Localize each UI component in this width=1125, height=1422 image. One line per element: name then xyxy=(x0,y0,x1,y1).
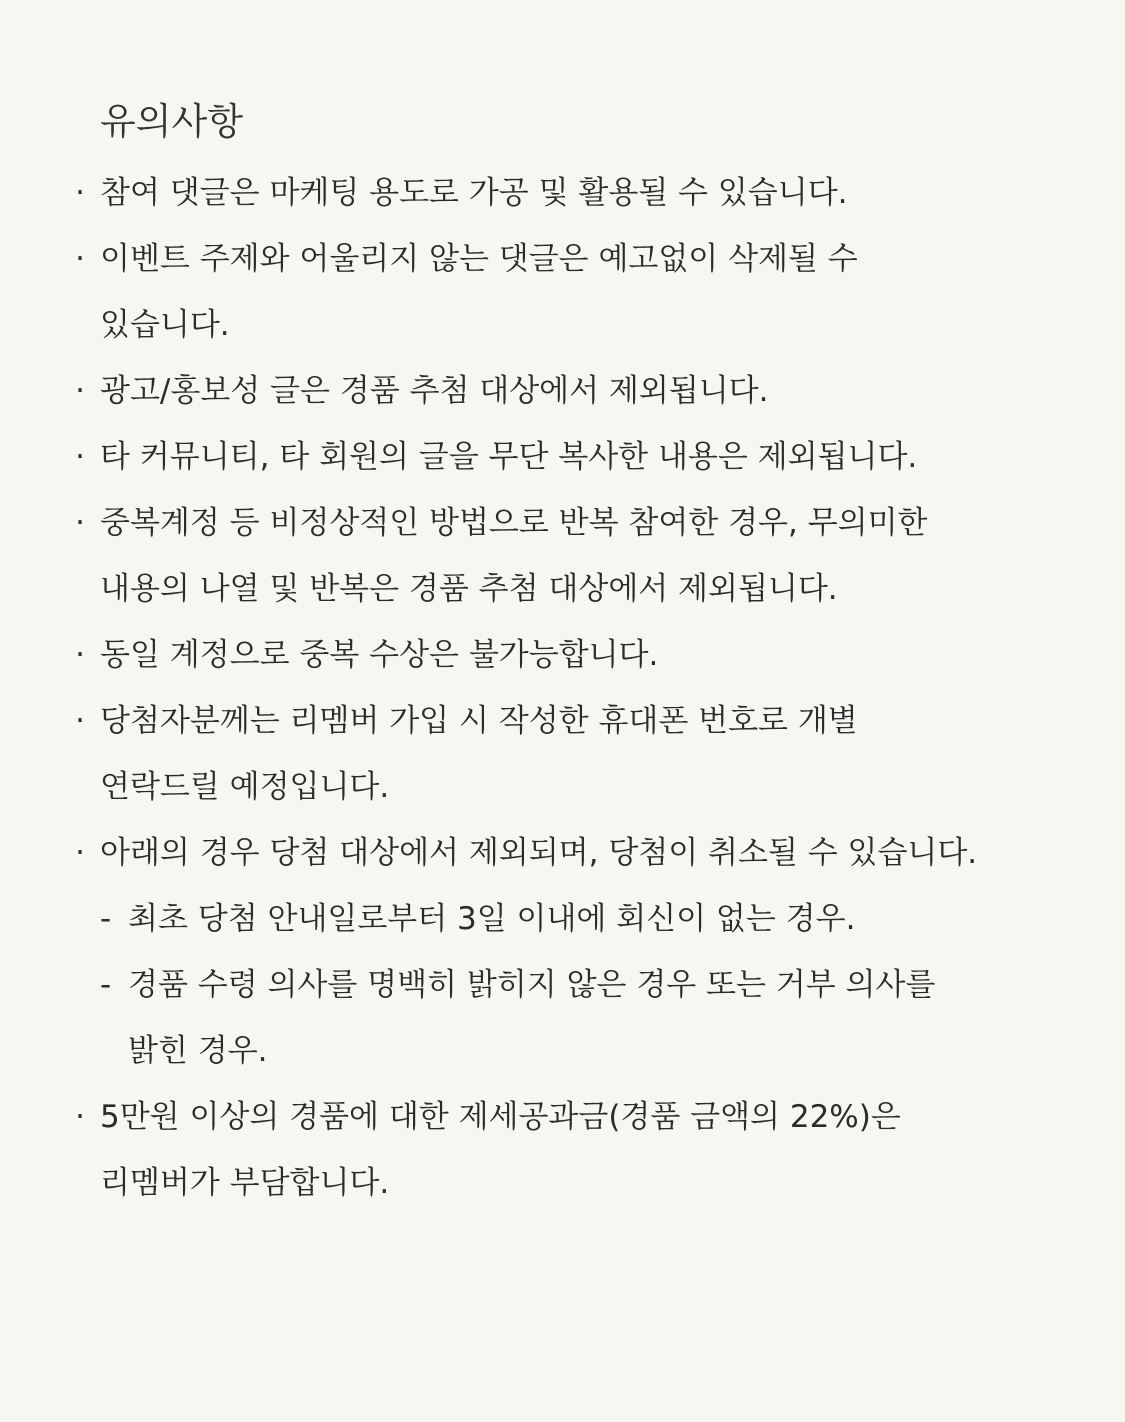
bullet-mark: · xyxy=(75,439,85,475)
notice-item xyxy=(0,622,1060,688)
notice-item xyxy=(0,1084,1060,1216)
bullet-mark: · xyxy=(75,637,85,673)
notice-item-text: 참여 댓글은 마케팅 용도로 가공 및 활용될 수 있습니다. xyxy=(100,175,848,211)
notice-item xyxy=(0,226,1060,358)
notice-item-text: 5만원 이상의 경품에 대한 제세공과금(경품 금액의 22%)은 xyxy=(100,1099,901,1135)
notice-sub-item xyxy=(100,952,1060,1084)
notice-item-text: 리멤버가 부담합니다. xyxy=(100,1165,390,1201)
notice-sub-item xyxy=(100,886,1060,952)
notice-sub-item-text: 경품 수령 의사를 명백히 밝히지 않은 경우 또는 거부 의사를 xyxy=(128,967,936,1003)
bullet-mark: · xyxy=(75,373,85,409)
notice-list xyxy=(0,160,1125,1216)
notice-sub-item-text: 최초 당첨 안내일로부터 3일 이내에 회신이 없는 경우. xyxy=(128,901,856,937)
notice-sub-item-text: 밝힌 경우. xyxy=(128,1033,268,1069)
notice-item-text: 동일 계정으로 중복 수상은 불가능합니다. xyxy=(100,637,659,673)
dash-mark: - xyxy=(100,901,112,937)
notice-item-text: 타 커뮤니티, 타 회원의 글을 무단 복사한 내용은 제외됩니다. xyxy=(100,439,918,475)
notice-item xyxy=(0,820,1060,1084)
notice-item xyxy=(0,688,1060,820)
bullet-mark: · xyxy=(75,175,85,211)
dash-mark: - xyxy=(100,967,112,1003)
notice-item-text: 있습니다. xyxy=(100,307,230,343)
notice-item xyxy=(0,490,1060,622)
bullet-mark: · xyxy=(75,703,85,739)
notice-item-text: 중복계정 등 비정상적인 방법으로 반복 참여한 경우, 무의미한 xyxy=(100,505,928,541)
bullet-mark: · xyxy=(75,1099,85,1135)
notice-item xyxy=(0,424,1060,490)
notice-item xyxy=(0,160,1060,226)
notice-item-text: 이벤트 주제와 어울리지 않는 댓글은 예고없이 삭제될 수 xyxy=(100,241,858,277)
notice-item-text: 아래의 경우 당첨 대상에서 제외되며, 당첨이 취소될 수 있습니다. xyxy=(100,835,978,871)
notice-item-text: 내용의 나열 및 반복은 경품 추첨 대상에서 제외됩니다. xyxy=(100,571,838,607)
notice-title: 유의사항 xyxy=(100,100,243,143)
notice-item-text: 당첨자분께는 리멤버 가입 시 작성한 휴대폰 번호로 개별 xyxy=(100,703,858,739)
notice-item-text: 연락드릴 예정입니다. xyxy=(100,769,390,805)
bullet-mark: · xyxy=(75,241,85,277)
bullet-mark: · xyxy=(75,835,85,871)
bullet-mark: · xyxy=(75,505,85,541)
notice-item-text: 광고/홍보성 글은 경품 추첨 대상에서 제외됩니다. xyxy=(100,373,769,409)
notice-item xyxy=(0,358,1060,424)
